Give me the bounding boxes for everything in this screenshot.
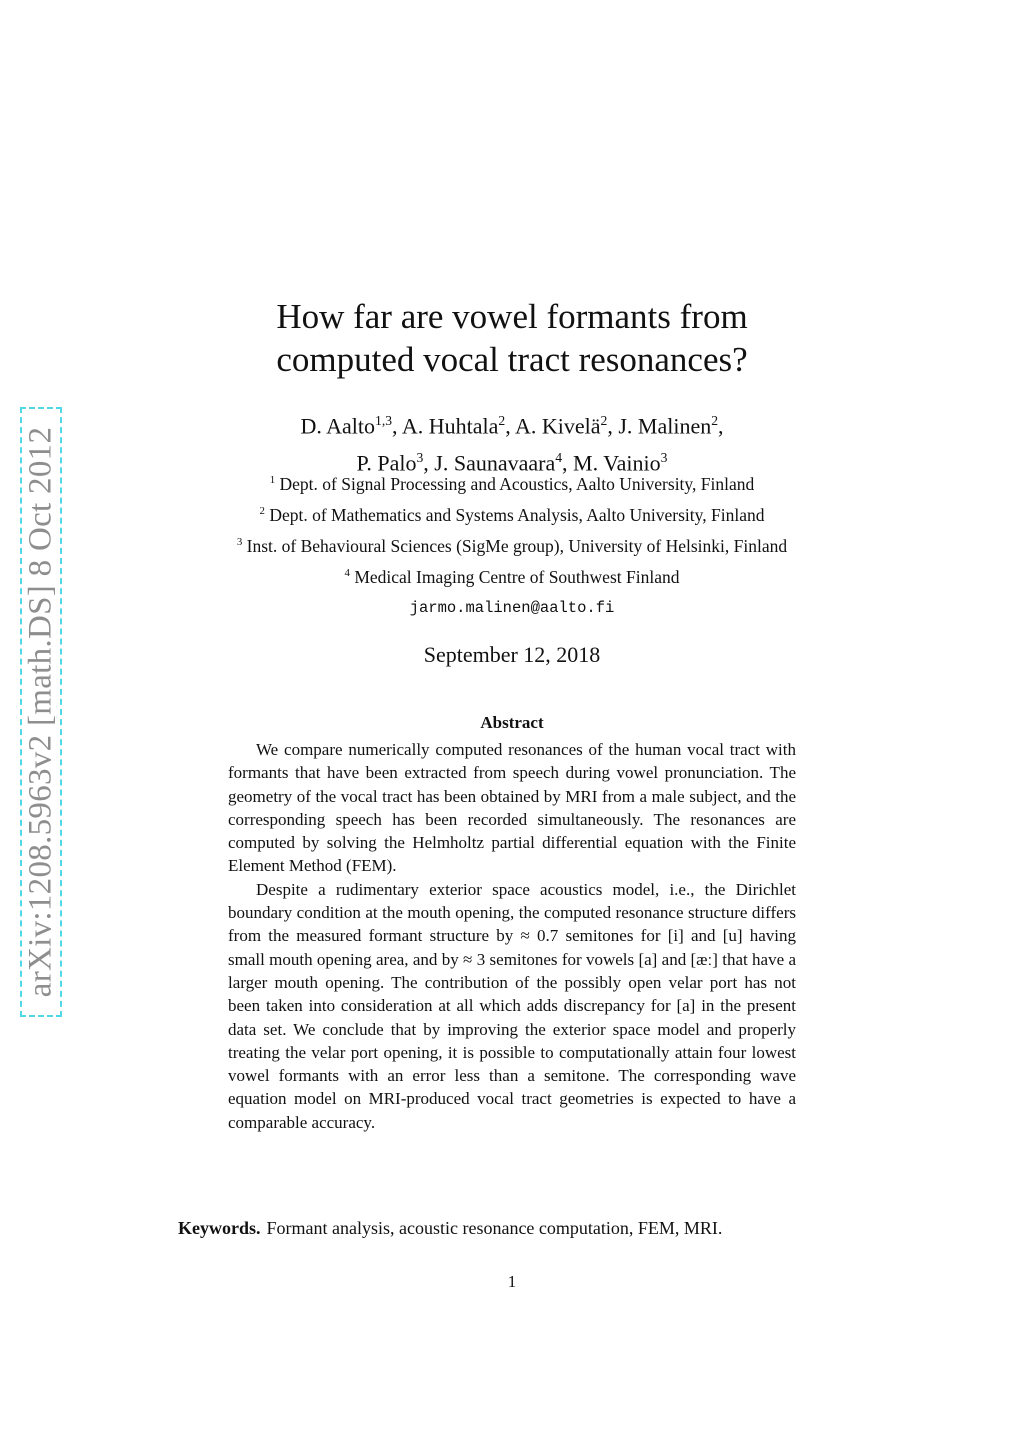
author-affiliation-marker: 2 <box>600 413 608 428</box>
author-affiliation-marker: 4 <box>555 450 563 466</box>
abstract-paragraph-2: Despite a rudimentary exterior space acoustics model, i.e., the Dirichlet boundary condition at the mouth opening, the computed resonance structure differs from the measured formant structure by ≈ 0.7 semitones for [i] and [u] having small mouth opening area, and by ≈ 3 semitones for vowels [a] and [æː] that have a larger mouth opening. The contribution of the possibly open velar port has not been taken into consideration at all which adds discrepancy for [a] in the present data set. We conclude that by improving the exterior space model and properly treating the velar port opening, it is possible to computationally attain four lowest vowel formants with an error less than a semitone. The corresponding wave equation model on MRI-produced vocal tract geometries is expected to have a comparable accuracy. <box>228 879 796 1132</box>
author-line-2: P. Palo$^3$, J. Saunavaara$^4$, M. Vainio$^3$ <box>356 450 668 476</box>
affiliation-2: $^2$ Dept. of Mathematics and Systems Analysis, Aalto University, Finland <box>259 505 765 525</box>
affiliation-3: $^3$ Inst. of Behavioural Sciences (SigMe group), University of Helsinki, Finland <box>236 536 788 556</box>
author-name: J. Malinen <box>618 413 712 439</box>
keywords-label: Keywords. <box>178 1218 261 1238</box>
page-number: 1 <box>507 1272 517 1291</box>
author-line-1: D. Aalto$^{1,3}$, A. Huhtala$^2$, A. Kivelä$^2$, J. Malinen$^2$, <box>300 413 724 439</box>
keywords-text: Formant analysis, acoustic resonance computation, FEM, MRI. <box>266 1218 723 1238</box>
abstract-paragraph-1: We compare numerically computed resonances of the human vocal tract with formants that have been extracted from speech during vowel pronunciation. The geometry of the vocal tract has been obtained by MRI from a male subject, and the corresponding speech has been recorded simultaneously. The resonances are computed by solving the Helmholtz partial differential equation with the Finite Element Method (FEM). <box>228 740 796 876</box>
title-line-1: How far are vowel formants from <box>276 297 748 336</box>
author-name: P. Palo <box>356 450 417 476</box>
author-affiliation-marker: 3 <box>416 450 424 466</box>
author-affiliation-marker: 1,3 <box>375 413 393 428</box>
author-affiliation-marker: 2 <box>498 413 506 428</box>
author-name: A. Kivelä <box>514 413 601 439</box>
contact-email[interactable]: jarmo.malinen@aalto.fi <box>409 599 615 617</box>
arxiv-stamp: arXiv:1208.5963v2 [math.DS] 8 Oct 2012 <box>22 426 59 998</box>
publication-date: September 12, 2018 <box>423 642 601 667</box>
title-line-2: computed vocal tract resonances? <box>276 340 748 379</box>
affiliation-4: $^4$ Medical Imaging Centre of Southwest Finland <box>344 567 680 587</box>
abstract-body <box>228 738 796 1134</box>
author-name: D. Aalto <box>300 413 376 439</box>
abstract-heading: Abstract <box>480 713 544 732</box>
author-affiliation-marker: 2 <box>711 413 719 428</box>
author-list <box>0 405 1024 480</box>
author-name: A. Huhtala <box>401 413 499 439</box>
paper-title <box>0 295 1024 381</box>
keywords <box>178 1218 878 1239</box>
author-affiliation-marker: 3 <box>660 450 668 466</box>
affiliation-1: $^1$ Dept. of Signal Processing and Acoustics, Aalto University, Finland <box>269 474 755 494</box>
author-name: M. Vainio <box>573 450 661 476</box>
author-name: J. Saunavaara <box>434 450 556 476</box>
